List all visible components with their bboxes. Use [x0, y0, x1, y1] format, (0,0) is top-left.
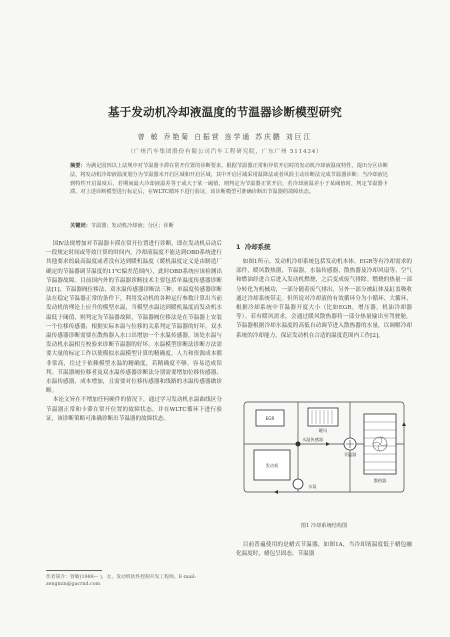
paragraph: 如图1所示，发动机冷却系统包括发动机本体、EGR等有冷却需求的部件，暖风散热器，节温器，水温传感器，散热器及冷却风扇等。空气和燃油经进合后进入发动机燃烧，之后变成废气排除。燃烧的热量一部分转化为机械功，一部分随着废气排出，另外一部分被缸体及缸盖吸收通过冷却系统带走。但所说对冷却液的有效循环分为小循环、大循环，根据冷却系统中节温器开度大小（比如EGR，增压器，机油冷却器等）。若有暖风需求，会通过暖风散热器将一部分热量输出至驾驶舱。节温器根据冷却水温度的高低自动调节进入散热器的水量，以调解冷却系统的冷却能力，保证发动机在合适的温度范围内工作[2]。 — [236, 259, 412, 339]
engine-label: 发动机 — [265, 463, 279, 468]
paragraph: 国Ⅳ法规增加对节温器卡滞在常开位置进行诊断，即在发动机启动后一段规定时间或等效计算的时间内，冷却液温度不能达到OBD系统进行其他要求的最高温度或者没有达到暖机温度（暖机温度定义是由制造厂确定的节温器调节温度的11℃偏差范围内），此时OBD系统应该检测出节温器故障。目前国内外的节温器诊断技术主要包括单温度传感器诊断法[1]、节温器阀位移法、双水温传感器诊断法三种。单温度传感器诊断法在稳定节温器正常的条件下，利用发动机的各种运行参数计算出当前发动机的理论上应升的模型水温，当模型水温达到暖机温度而发动机水温低于阈值，则判定为节温器故障，节温器阀位移法是在节温器上安装一个位移传感器，根据实际本温与位移的关系判定节温器的好坏。双水温传感器诊断需要在散热器入水口出增加一个水温传感器，该处水温与发动机水温相互校验来诊断节温器的好坏。水温模型诊断法诊断方法需要大量的标定工作以使模拟水温模型计算的精确度，人力和资源成本都非常高，往过于依赖模型水温的精确度，若精确度不够，容易造成误判。节温器阀位移者及双水温传感器诊断法分别需要增加位移传感器、水温传感器，成本增加，且需要对位移传感器和线路的水温传感器做诊断。 — [46, 241, 222, 395]
section-title: 冷却系统 — [244, 243, 271, 251]
keywords — [70, 222, 388, 231]
flow-arrow-icon — [326, 442, 330, 446]
section-number: 1 — [236, 243, 241, 251]
pump-label: 水泵 — [308, 484, 317, 489]
heater-core — [308, 408, 338, 426]
cooling-system-diagram — [238, 396, 410, 498]
abstract — [70, 162, 388, 197]
paper-title: 基于发动机冷却液温度的节温器诊断模型研究 — [108, 105, 342, 119]
heater-label: 暖风 — [318, 428, 328, 433]
author-list: 曾 敏 乔艳菊 白振营 连学通 苏庆鹏 刘巨江 — [137, 133, 313, 141]
section-heading — [236, 242, 270, 251]
egr-label: EGR — [265, 416, 275, 421]
affiliation: （广州汽车集团股份有限公司汽车工程研究院，广东广州 511434） — [127, 149, 323, 155]
sensor-label: 水温传感器 — [302, 437, 323, 442]
thermostat-label: 节温器 — [343, 452, 357, 457]
footnote: 作者简介：曾敏(1988— )，女，发动机软件控制开发工程师。E-mail: zengmin@gacrnd.com — [46, 575, 196, 588]
abstract-label: 摘要： — [70, 163, 86, 169]
abstract-text: 为满足国四以上法规中对节温器卡滞在常开位置的诊断要求，根据节温器正常和异常开启时的发动机冷却液温度特性，提出分区诊断法，将发动机冷却液温度划分为节温器未开启区域和开启区域，其中开启区域采用温降法或者风险主动诊断法完成节温器诊断；当冷却液达到特性开启温度后，若期间最大冷却液温差等于或大于某一阈值，则判定为节温器正常开启，若冷却液温差小于某阈值时，判定节温器卡滞。对上述诊断模型进行标定后，在WLTC循环下进行验证，该诊断模型可准确诊断出节温器的故障状态。 — [70, 163, 388, 196]
water-pump-icon — [293, 479, 303, 489]
figure-caption: 图1 冷却系统结构图 — [300, 523, 348, 529]
radiator-label: 散热器 — [373, 478, 387, 483]
keywords-text: 节温器；发动机冷却液；分区；诊断 — [90, 223, 174, 229]
temperature-sensor-icon — [296, 442, 301, 447]
flow-arrow-icon — [402, 422, 406, 426]
paragraph: 本论文旨在不增加任何硬件的情况下，通过学习发动机水温曲线区分节温器正常和卡滞在常开位置的故障状态，并在WLTC循环下进行验证，该诊断策略可准确诊断出节温器的故障状态。 — [46, 397, 222, 422]
right-column — [236, 258, 412, 341]
left-column — [46, 240, 222, 424]
keywords-label: 关键词： — [70, 223, 91, 229]
right-column-continued — [236, 541, 412, 559]
paragraph: 目前普遍使用的是蜡式节温器，如图1A，当冷却液温度低于蜡包融化温度时，蜡包呈固态，节温器 — [236, 542, 412, 558]
footnote-rule — [46, 570, 102, 571]
flow-arrow-icon — [274, 490, 278, 494]
